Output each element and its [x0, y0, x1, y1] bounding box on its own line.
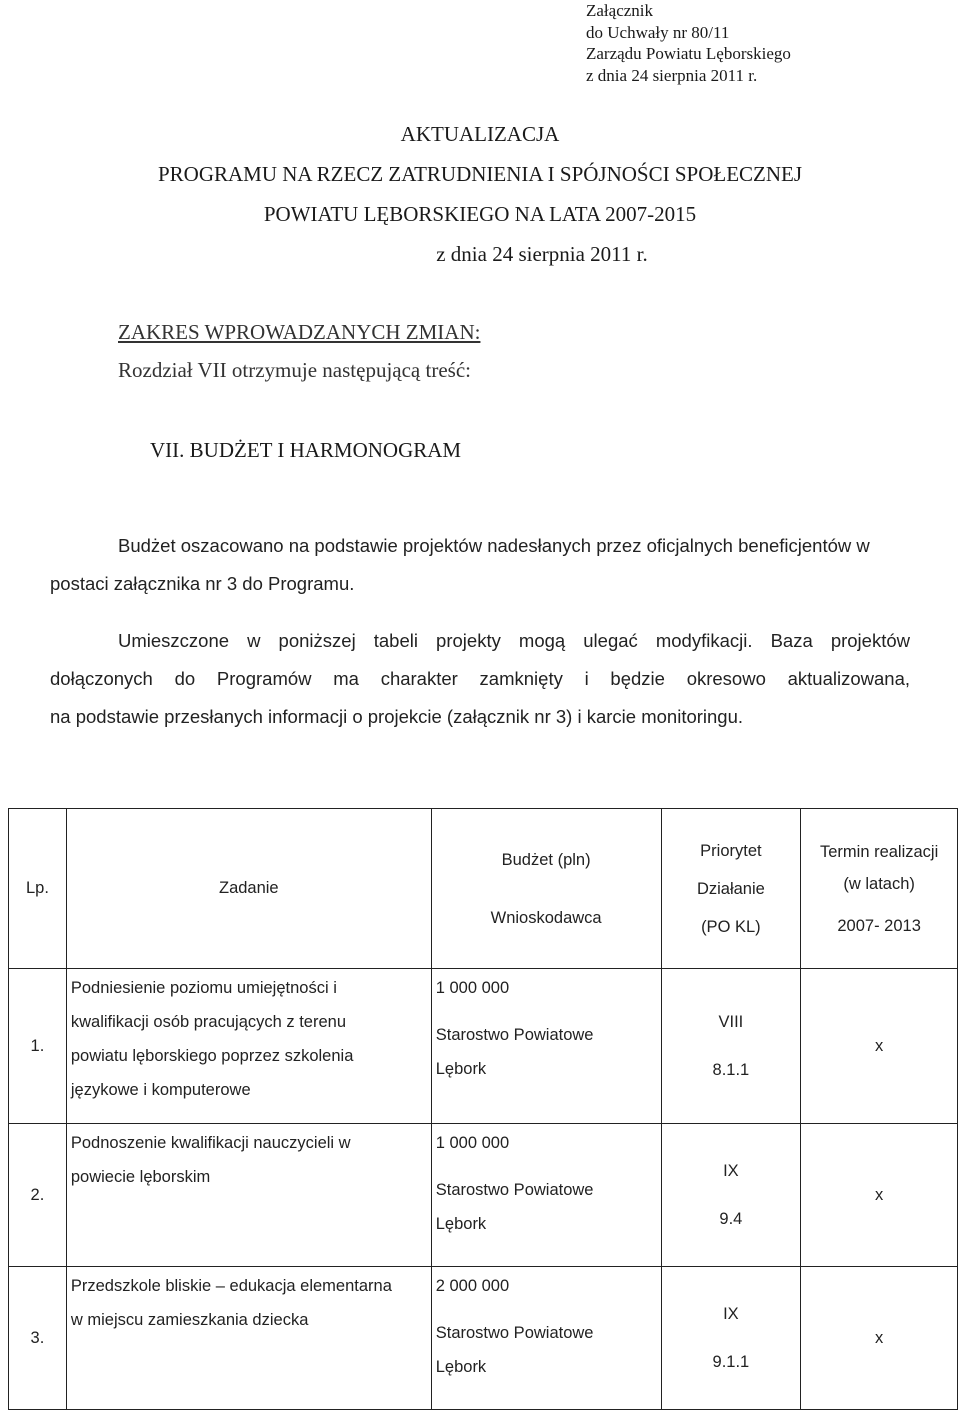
row-priority-value: IX [723, 1305, 739, 1323]
row-action-value: 9.4 [719, 1210, 743, 1228]
row-priority-value: VIII [718, 1013, 744, 1031]
row-task-line: w miejscu zamieszkania dziecka [70, 1311, 309, 1329]
table-row [9, 1124, 958, 1267]
paragraph-line: dołączonych do Programów ma charakter zamknięty i będzie okresowo aktualizowana, [50, 668, 910, 689]
row-term: x [801, 1124, 958, 1267]
row-lp: 1. [9, 969, 67, 1124]
row-task [66, 1267, 431, 1410]
document-title: AKTUALIZACJA [400, 122, 560, 146]
paragraph-line: Umieszczone w poniższej tabeli projekty mogą ulegać modyfikacji. Baza projektów [118, 630, 910, 651]
row-priority-value: IX [723, 1162, 739, 1180]
header-lp-label: Lp. [25, 879, 49, 897]
row-task-line: powiatu lęborskiego poprzez szkolenia [70, 1047, 354, 1065]
header-term-years-label: (w latach) [843, 874, 915, 893]
header-priority-label: Priorytet [700, 841, 762, 860]
document-title-line: POWIATU LĘBORSKIEGO NA LATA 2007-2015 [263, 202, 697, 226]
row-task [66, 969, 431, 1124]
row-budget [431, 969, 661, 1124]
row-priority [661, 1267, 801, 1410]
row-applicant-city: Lębork [435, 1215, 487, 1233]
row-task-line: językowe i komputerowe [70, 1081, 251, 1099]
row-task [66, 1124, 431, 1267]
row-priority [661, 1124, 801, 1267]
header-lp [9, 809, 67, 969]
document-date: z dnia 24 sierpnia 2011 r. [436, 242, 648, 266]
header-task-label: Zadanie [218, 879, 279, 897]
chapter-title: VII. BUDŻET I HARMONOGRAM [150, 438, 462, 462]
header-budget-label: Budżet (pln) [501, 850, 591, 869]
row-term: x [801, 969, 958, 1124]
annex-header [586, 0, 791, 86]
row-applicant-city: Lębork [435, 1358, 487, 1376]
table-header-row [9, 809, 958, 969]
header-term-label: Termin realizacji [819, 842, 939, 861]
annex-line: Zarządu Powiatu Lęborskiego [586, 44, 791, 63]
header-term-range: 2007- 2013 [837, 916, 921, 935]
changes-heading: ZAKRES WPROWADZANYCH ZMIAN: [118, 320, 481, 344]
row-budget-value: 1 000 000 [435, 1134, 510, 1152]
row-applicant: Starostwo Powiatowe [435, 1324, 594, 1342]
header-applicant-label: Wnioskodawca [490, 908, 602, 927]
table-row [9, 969, 958, 1124]
row-task-line: Podnoszenie kwalifikacji nauczycieli w [70, 1134, 351, 1152]
document-title-line: PROGRAMU NA RZECZ ZATRUDNIENIA I SPÓJNOŚCI SPOŁECZNEJ [157, 162, 803, 186]
annex-line: Załącznik [586, 1, 654, 20]
header-term [801, 809, 958, 969]
row-applicant-city: Lębork [435, 1060, 487, 1078]
annex-line: z dnia 24 sierpnia 2011 r. [586, 65, 758, 85]
row-budget-value: 1 000 000 [435, 979, 510, 997]
row-action-value: 8.1.1 [712, 1061, 750, 1079]
row-priority [661, 969, 801, 1124]
row-applicant: Starostwo Powiatowe [435, 1181, 594, 1199]
paragraph-line: postaci załącznika nr 3 do Programu. [50, 573, 355, 594]
paragraph-line: Budżet oszacowano na podstawie projektów nadesłanych przez oficjalnych beneficjentów w [118, 535, 870, 556]
row-lp: 3. [9, 1267, 67, 1410]
row-term: x [801, 1267, 958, 1410]
header-action-label: Działanie [696, 879, 765, 898]
row-action-value: 9.1.1 [712, 1353, 750, 1371]
header-program-label: (PO KL) [701, 917, 761, 936]
row-budget-value: 2 000 000 [435, 1277, 510, 1295]
row-lp: 2. [9, 1124, 67, 1267]
row-applicant: Starostwo Powiatowe [435, 1026, 594, 1044]
changes-text: Rozdział VII otrzymuje następującą treść: [118, 358, 471, 382]
budget-table [8, 808, 958, 1410]
annex-line: do Uchwały nr 80/11 [586, 22, 730, 42]
row-task-line: kwalifikacji osób pracujących z terenu [70, 1013, 347, 1031]
header-budget [431, 809, 661, 969]
header-task [66, 809, 431, 969]
paragraph-line: na podstawie przesłanych informacji o projekcie (załącznik nr 3) i karcie monitoringu. [50, 706, 744, 727]
row-budget [431, 1267, 661, 1410]
row-budget [431, 1124, 661, 1267]
row-task-line: Przedszkole bliskie – edukacja elementarna [70, 1277, 392, 1295]
header-priority [661, 809, 801, 969]
row-task-line: Podniesienie poziomu umiejętności i [70, 979, 337, 997]
table-row [9, 1267, 958, 1410]
row-task-line: powiecie lęborskim [70, 1168, 211, 1186]
